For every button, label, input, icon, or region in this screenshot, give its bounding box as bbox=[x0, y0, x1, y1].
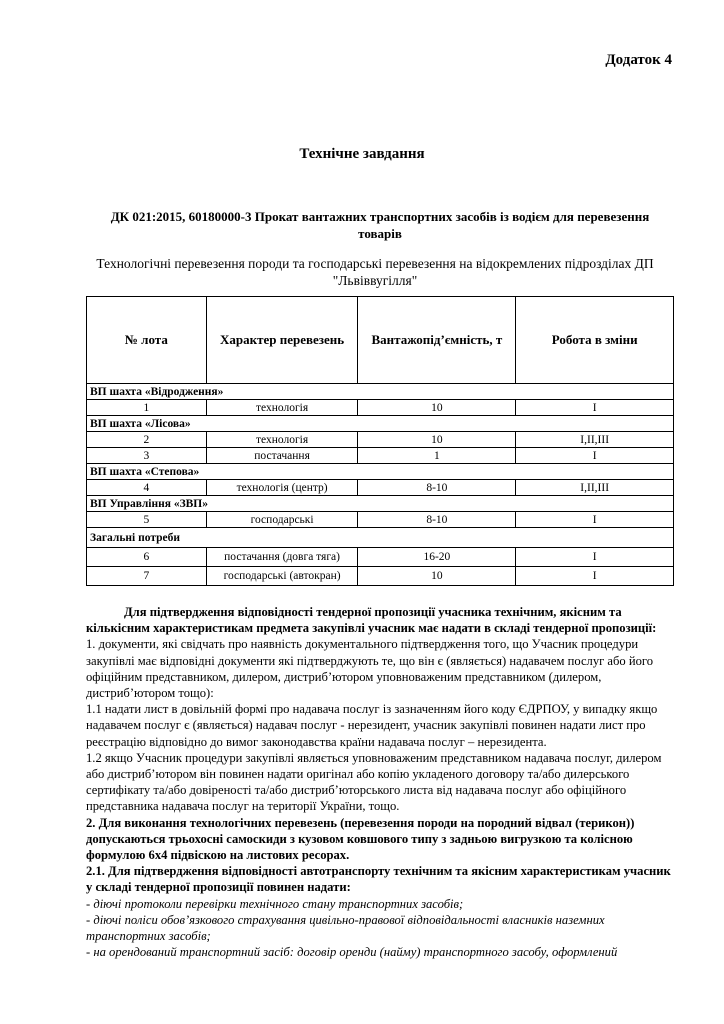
cell-lot: 4 bbox=[87, 480, 207, 496]
cell-type: господарські bbox=[206, 512, 358, 528]
cell-capacity: 16-20 bbox=[358, 548, 516, 567]
cell-lot: 1 bbox=[87, 400, 207, 416]
list-item: - діючі протоколи перевірки технічного стану транспортних засобів; bbox=[86, 896, 464, 911]
cell-type: технологія bbox=[206, 432, 358, 448]
table-row bbox=[87, 480, 674, 496]
group-name: ВП Управління «ЗВП» bbox=[87, 496, 674, 512]
table-group-row bbox=[87, 464, 674, 480]
table-row bbox=[87, 400, 674, 416]
group-name: ВП шахта «Відродження» bbox=[87, 384, 674, 400]
cell-type: постачання (довга тяга) bbox=[206, 548, 358, 567]
table-header-row bbox=[87, 297, 674, 384]
cell-capacity: 10 bbox=[358, 432, 516, 448]
table-group-row bbox=[87, 416, 674, 432]
cell-shifts: I bbox=[516, 448, 674, 464]
cell-lot: 7 bbox=[87, 567, 207, 586]
table-group-row bbox=[87, 528, 674, 548]
cell-shifts: I,II,III bbox=[516, 480, 674, 496]
group-name: ВП шахта «Степова» bbox=[87, 464, 674, 480]
paragraph-1-1: 1.1 надати лист в довільній формі про надавача послуг із зазначенням його коду ЄДРПОУ, у випадку якщо надавачем послуг є (являється) надавач послуг - нерезидент, учасник закупівлі повинен надати лист про реєстрацію відповідно до вимог законодавства країни надавача послуг – нерезидента. bbox=[86, 702, 658, 749]
paragraph-1: 1. документи, які свідчать про наявність документального підтвердження того, що Учасник процедури закупівлі має відповідні документи які підтверджують те, що він є (являється) надавачем послуг або його офіційним представником, дилером, дистриб’ютором уповноваженим представником (дилером, дистриб’ютором тощо): bbox=[86, 637, 654, 701]
paragraph-2: 2. Для виконання технологічних перевезень (перевезення породи на породний відвал (терикон)) допускаються трьохосні самоскиди з кузовом ковшового типу з задньою вигрузкою та колісною формулою 6х4 підвіскою на листових ресорах. bbox=[86, 815, 635, 863]
table-group-row bbox=[87, 384, 674, 400]
cell-shifts: I bbox=[516, 400, 674, 416]
paragraph-1-2: 1.2 якщо Учасник процедури закупівлі являється уповноваженим представником надавача послуг, дилером або дистриб’ютором він повинен надати оригінал або копію укладеного договору та/або дилерського сертифікату та/або довіреності та/або дистриб’юторського листа від надавача послуг або офіційного представника надавача послуг на території України, тощо. bbox=[86, 750, 662, 814]
cell-type: технологія (центр) bbox=[206, 480, 358, 496]
table-row bbox=[87, 548, 674, 567]
cell-capacity: 1 bbox=[358, 448, 516, 464]
list-item: - діючі поліси обов’язкового страхування цивільно-правової відповідальності власників наземних транспортних засобів; bbox=[86, 912, 605, 944]
list-item: - на орендований транспортний засіб: договір оренди (найму) транспортного засобу, оформлений bbox=[86, 945, 618, 960]
cell-capacity: 8-10 bbox=[358, 480, 516, 496]
cell-shifts: I bbox=[516, 567, 674, 586]
group-name: ВП шахта «Лісова» bbox=[87, 416, 674, 432]
header-capacity: Вантажопід’ємність, т bbox=[358, 297, 516, 384]
cell-lot: 2 bbox=[87, 432, 207, 448]
cell-lot: 6 bbox=[87, 548, 207, 567]
cell-type: технологія bbox=[206, 400, 358, 416]
requirements-intro: Для підтвердження відповідності тендерної пропозиції учасника технічним, якісним та кількісним характеристикам предмета закупівлі учасник має надати в складі тендерної пропозиції: bbox=[86, 605, 657, 636]
classification-code: ДК 021:2015, 60180000-3 Прокат вантажних транспортних засобів із водієм для перевезення товарів bbox=[110, 209, 650, 241]
lots-table bbox=[86, 296, 674, 586]
cell-capacity: 10 bbox=[358, 567, 516, 586]
cell-capacity: 10 bbox=[358, 400, 516, 416]
header-shifts: Робота в зміни bbox=[516, 297, 674, 384]
table-row bbox=[87, 448, 674, 464]
cell-shifts: I bbox=[516, 512, 674, 528]
table-row bbox=[87, 512, 674, 528]
cell-lot: 3 bbox=[87, 448, 207, 464]
header-type: Характер перевезень bbox=[206, 297, 358, 384]
document-subtitle: Технологічні перевезення породи та господарські перевезення на відокремлених підрозділах ДП "Львіввугілля" bbox=[96, 256, 654, 288]
cell-type: постачання bbox=[206, 448, 358, 464]
cell-capacity: 8-10 bbox=[358, 512, 516, 528]
document-title: Технічне завдання bbox=[299, 146, 425, 162]
document-body bbox=[86, 604, 676, 960]
table-row bbox=[87, 432, 674, 448]
group-name: Загальні потреби bbox=[87, 528, 674, 548]
appendix-label: Додаток 4 bbox=[605, 52, 672, 68]
cell-lot: 5 bbox=[87, 512, 207, 528]
table-group-row bbox=[87, 496, 674, 512]
header-lot: № лота bbox=[87, 297, 207, 384]
paragraph-2-1: 2.1. Для підтвердження відповідності автотранспорту технічним та якісним характеристикам учасник у складі тендерної пропозиції повинен надати: bbox=[86, 864, 671, 895]
cell-shifts: I bbox=[516, 548, 674, 567]
table-row bbox=[87, 567, 674, 586]
cell-type: господарські (автокран) bbox=[206, 567, 358, 586]
cell-shifts: I,II,III bbox=[516, 432, 674, 448]
